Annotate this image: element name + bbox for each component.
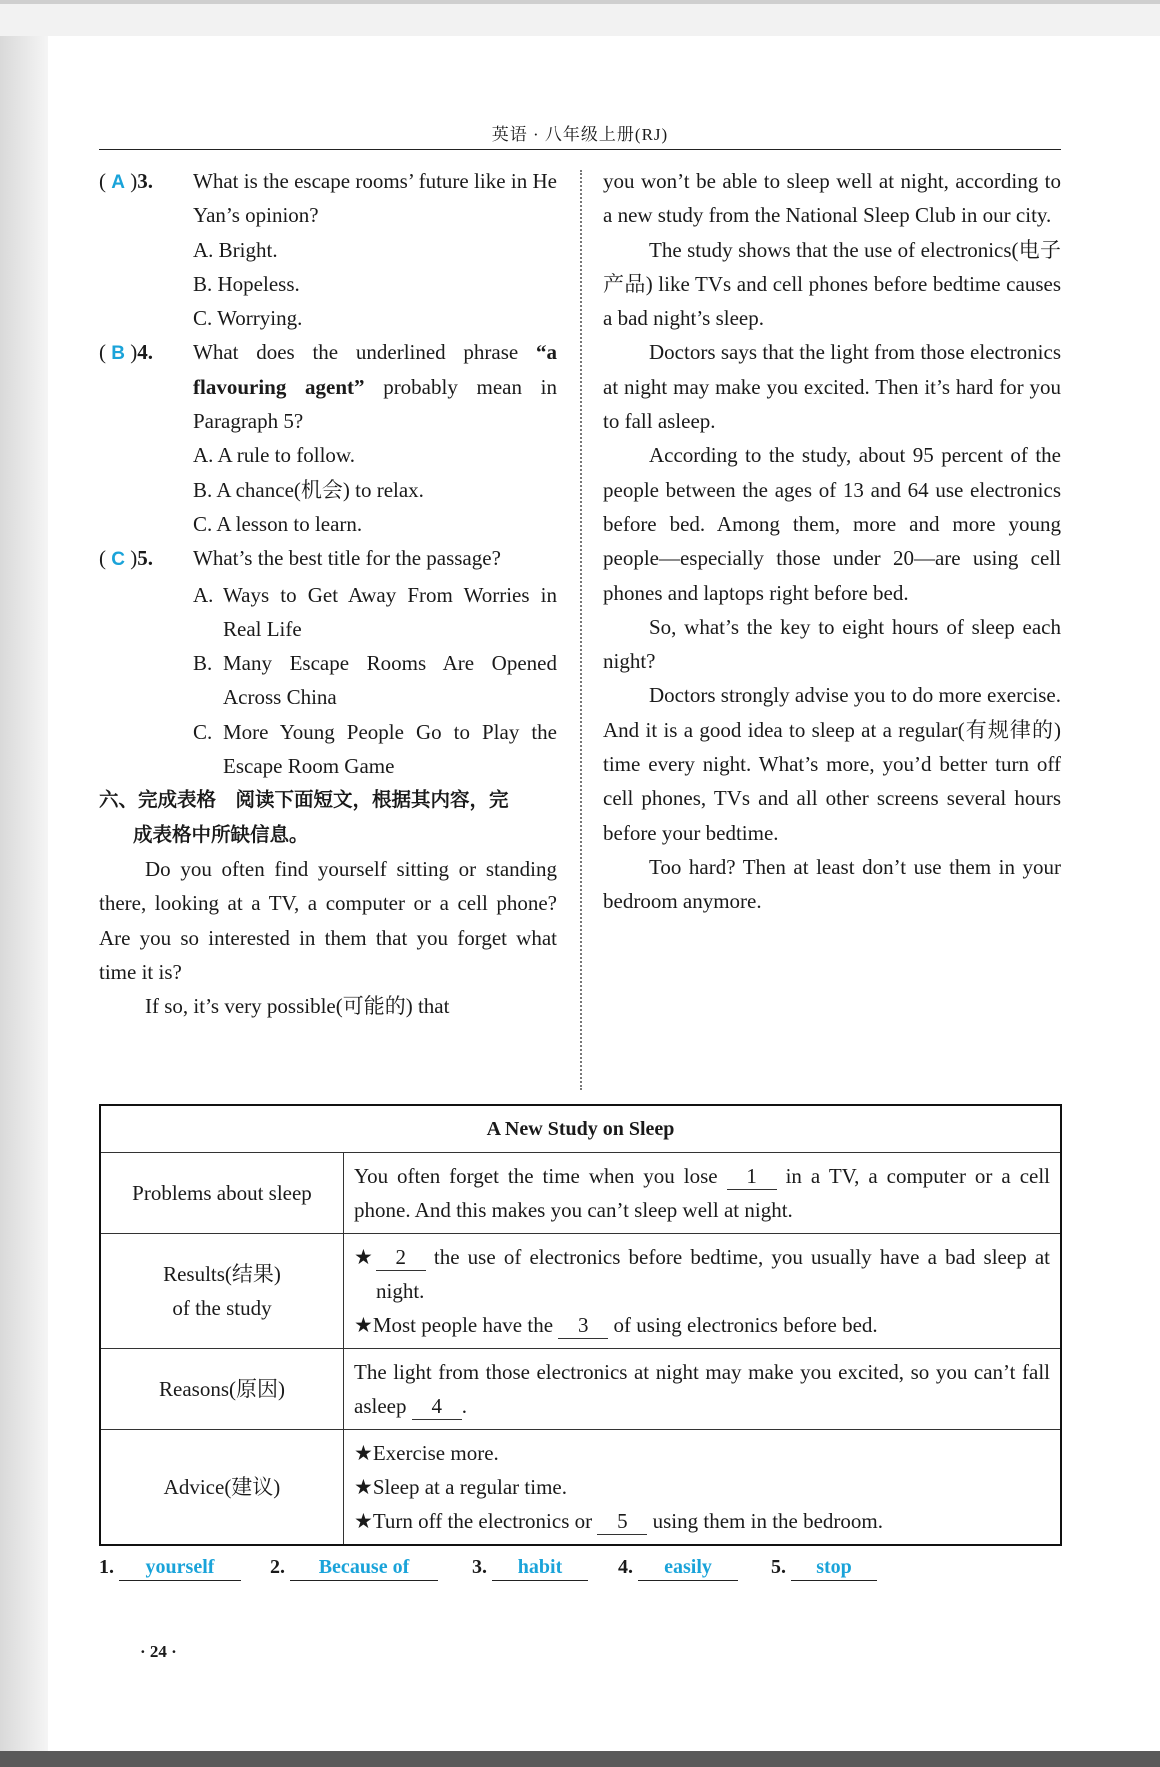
header-rule bbox=[99, 149, 1061, 150]
answer-5: 5. stop bbox=[771, 1554, 877, 1581]
question-text: What’s the best title for the passage? bbox=[193, 546, 501, 571]
option-c: C. More Young People Go to Play the Escape Room Game bbox=[193, 719, 557, 779]
table-row bbox=[100, 1349, 1061, 1430]
row-content: You often forget the time when you lose 1 in a TV, a computer or a cell phone. And this makes you can’t sleep well at night. bbox=[344, 1153, 1062, 1234]
section-title: 六、完成表格 阅读下面短文，根据其内容，完 成表格中所缺信息。 bbox=[99, 788, 509, 846]
blank-5: 5 bbox=[597, 1508, 647, 1535]
answer-key bbox=[99, 1554, 1059, 1590]
option-b: B. Hopeless. bbox=[193, 271, 300, 296]
option-b: B. Many Escape Rooms Are Opened Across China bbox=[193, 651, 557, 710]
passage-paragraph: Doctors strongly advise you to do more exercise. And it is a good idea to sleep at a regular(有规律的) time every night. What’s more, you’d better turn off cell phones, TVs and all other screens several hours before your bedtime. bbox=[603, 683, 1061, 845]
answer-4: B bbox=[111, 343, 125, 365]
question-text: What does the underlined phrase “a flavouring agent” probably mean in Paragraph 5? bbox=[193, 340, 557, 434]
row-label: Results(结果) of the study bbox=[100, 1234, 344, 1349]
passage-paragraph: you won’t be able to sleep well at night, according to a new study from the National Sleep Club in our city. bbox=[603, 169, 1061, 228]
row-label: Advice(建议) bbox=[100, 1430, 344, 1546]
passage-paragraph: Doctors says that the light from those electronics at night may make you excited. Then it’s hard for you to fall asleep. bbox=[603, 340, 1061, 434]
question-number: 4. bbox=[137, 340, 153, 365]
left-column bbox=[99, 164, 557, 1023]
page-shadow bbox=[0, 36, 48, 1751]
question-number: 3. bbox=[137, 169, 153, 193]
row-content: ★ 2 the use of electronics before bedtime, you usually have a bad sleep at night. ★Most people have the 3 of using electronics before bed. bbox=[344, 1234, 1062, 1349]
sleep-table bbox=[99, 1104, 1062, 1546]
answer-5: C bbox=[111, 549, 125, 571]
option-a: A. A rule to follow. bbox=[193, 443, 355, 468]
table-title: A New Study on Sleep bbox=[100, 1105, 1061, 1153]
answer-2: 2. Because of bbox=[270, 1554, 438, 1581]
answer-3: 3. habit bbox=[472, 1554, 588, 1581]
passage-paragraph: Too hard? Then at least don’t use them in your bedroom anymore. bbox=[603, 854, 1061, 914]
row-content: The light from those electronics at night may make you excited, so you can’t fall asleep 4 . bbox=[344, 1349, 1062, 1430]
blank-2: 2 bbox=[376, 1244, 426, 1271]
option-a: A. Bright. bbox=[193, 237, 278, 262]
passage-paragraph: So, what’s the key to eight hours of sleep each night? bbox=[603, 614, 1061, 674]
row-label: Reasons(原因) bbox=[100, 1349, 344, 1430]
table-row bbox=[100, 1153, 1061, 1234]
answer-4: 4. easily bbox=[618, 1554, 738, 1581]
question-number: 5. bbox=[137, 546, 153, 571]
row-label: Problems about sleep bbox=[100, 1153, 344, 1234]
question-4: ( B )4. What does the underlined phrase “a flavouring agent” probably mean in Paragraph 5? bbox=[99, 335, 557, 438]
passage-paragraph: If so, it’s very possible(可能的) that bbox=[145, 994, 450, 1019]
page bbox=[48, 36, 1160, 1751]
star-icon: ★ bbox=[354, 1245, 376, 1269]
table-row bbox=[100, 1234, 1061, 1349]
underlined-phrase: “a flavouring agent” bbox=[193, 340, 557, 399]
blank-4: 4 bbox=[412, 1393, 462, 1420]
answer-3: A bbox=[111, 172, 125, 193]
top-border bbox=[0, 0, 1160, 4]
page-header: 英语 · 八年级上册(RJ) bbox=[491, 125, 669, 144]
passage-paragraph: According to the study, about 95 percent of the people between the ages of 13 and 64 use electronics before bed. Among them, more and more young people—especially those under 20—are using cell phones and laptops right before bed. bbox=[603, 443, 1061, 605]
passage-paragraph: The study shows that the use of electronics(电子产品) like TVs and cell phones before bedtime causes a bad night’s sleep. bbox=[603, 237, 1061, 331]
right-column bbox=[603, 164, 1061, 919]
blank-3: 3 bbox=[558, 1312, 608, 1339]
page-number: · 24 · bbox=[140, 1642, 177, 1661]
option-c: C. A lesson to learn. bbox=[193, 511, 363, 536]
row-content: ★Exercise more. ★Sleep at a regular time. ★Turn off the electronics or 5 using them in the bedroom. bbox=[344, 1430, 1062, 1546]
column-divider bbox=[580, 170, 582, 1090]
table-row bbox=[100, 1430, 1061, 1546]
question-5: ( C )5. What’s the best title for the passage? bbox=[99, 541, 557, 577]
blank-1: 1 bbox=[727, 1163, 777, 1190]
question-3: ( A )3. What is the escape rooms’ future like in He Yan’s opinion? bbox=[99, 164, 557, 233]
option-a: A. Ways to Get Away From Worries in Real Life bbox=[193, 582, 557, 641]
passage-paragraph: Do you often find yourself sitting or standing there, looking at a TV, a computer or a cell phone? Are you so interested in them that you forget what time it is? bbox=[99, 856, 557, 984]
option-b: B. A chance(机会) to relax. bbox=[193, 477, 424, 502]
question-text: What is the escape rooms’ future like in He Yan’s opinion? bbox=[193, 169, 557, 228]
option-c: C. Worrying. bbox=[193, 306, 303, 331]
bottom-bar bbox=[0, 1751, 1160, 1767]
answer-1: 1. yourself bbox=[99, 1554, 241, 1581]
